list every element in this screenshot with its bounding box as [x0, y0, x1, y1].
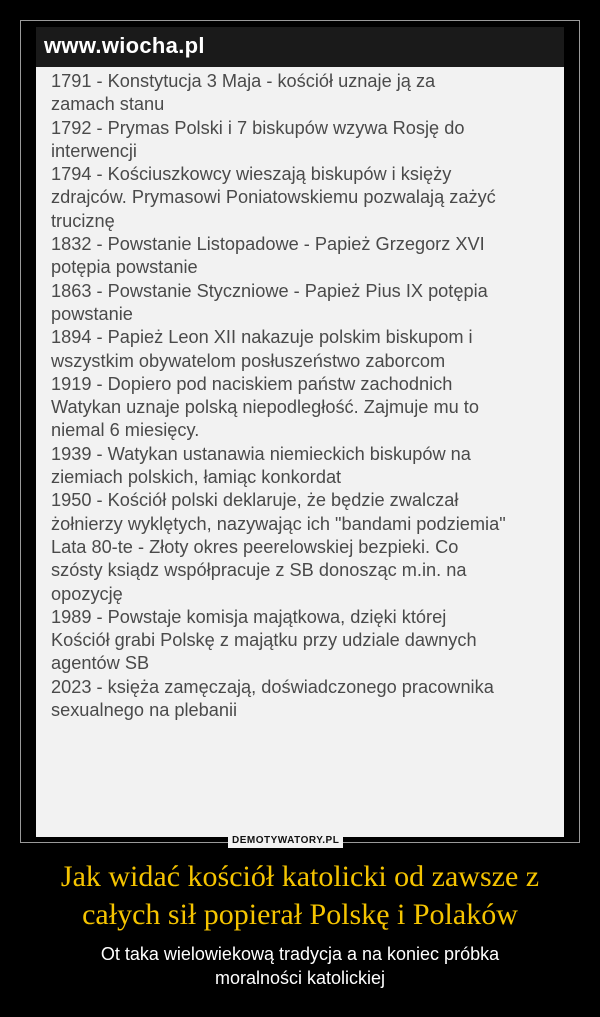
timeline-line: żołnierzy wyklętych, nazywając ich "bandami podziemia"	[51, 513, 506, 534]
title-line: Jak widać kościół katolicki od zawsze z	[60, 860, 540, 893]
timeline-line: 2023 - księża zamęczają, doświadczonego pracownika	[51, 676, 494, 697]
timeline-line: Lata 80-te - Złoty okres peerelowskiej bezpieki. Co	[51, 536, 459, 557]
timeline-line: agentów SB	[51, 653, 150, 674]
timeline-line: potępia powstanie	[51, 257, 198, 278]
timeline-line: opozycję	[51, 583, 123, 604]
title-line: całych sił popierał Polskę i Polaków	[82, 898, 518, 931]
timeline-line: szósty ksiądz współpracuje z SB donosząc m.in. na	[51, 560, 467, 581]
timeline-line: niemal 6 miesięcy.	[51, 420, 200, 441]
timeline-line: Watykan uznaje polską niepodległość. Zajmuje mu to	[51, 397, 479, 418]
demotivator-subtitle	[0, 942, 600, 990]
timeline-line: Kościół grabi Polskę z majątku przy udziale dawnych	[51, 630, 477, 651]
timeline-line: 1919 - Dopiero pod naciskiem państw zachodnich	[51, 373, 453, 394]
timeline-line: 1863 - Powstanie Styczniowe - Papież Pius IX potępia	[51, 280, 488, 301]
timeline-line: zamach stanu	[51, 94, 165, 115]
timeline-line: powstanie	[51, 303, 133, 324]
demotivator-title	[0, 858, 600, 934]
timeline-line: 1794 - Kościuszkowcy wieszają biskupów i księży	[51, 164, 452, 185]
watermark-badge: DEMOTYWATORY.PL	[228, 834, 343, 848]
timeline-line: 1832 - Powstanie Listopadowe - Papież Grzegorz XVI	[51, 234, 485, 255]
timeline-line: 1939 - Watykan ustanawia niemieckich biskupów na	[51, 443, 471, 464]
timeline-line: 1989 - Powstaje komisja majątkowa, dzięki której	[51, 606, 447, 627]
timeline-line: truciznę	[51, 210, 115, 231]
timeline-line: 1950 - Kościół polski deklaruje, że będzie zwalczał	[51, 490, 459, 511]
timeline-line: sexualnego na plebanii	[51, 700, 238, 721]
timeline-line: wszystkim obywatelom posłuszeństwo zaborcom	[51, 350, 446, 371]
subtitle-line: moralności katolickiej	[214, 968, 386, 988]
timeline-line: 1791 - Konstytucja 3 Maja - kościół uznaje ją za	[51, 71, 436, 91]
timeline-line: zdrajców. Prymasowi Poniatowskiemu pozwalają zażyć	[51, 187, 496, 208]
timeline-line: ziemiach polskich, łamiąc konkordat	[51, 467, 342, 488]
timeline-line: 1894 - Papież Leon XII nakazuje polskim biskupom i	[51, 327, 473, 348]
site-url: www.wiocha.pl	[44, 33, 205, 58]
subtitle-line: Ot taka wielowiekową tradycja a na koniec próbka	[100, 944, 500, 964]
timeline-line: 1792 - Prymas Polski i 7 biskupów wzywa Rosję do	[51, 117, 465, 138]
timeline-line: interwencji	[51, 140, 137, 161]
timeline-text	[51, 70, 563, 722]
